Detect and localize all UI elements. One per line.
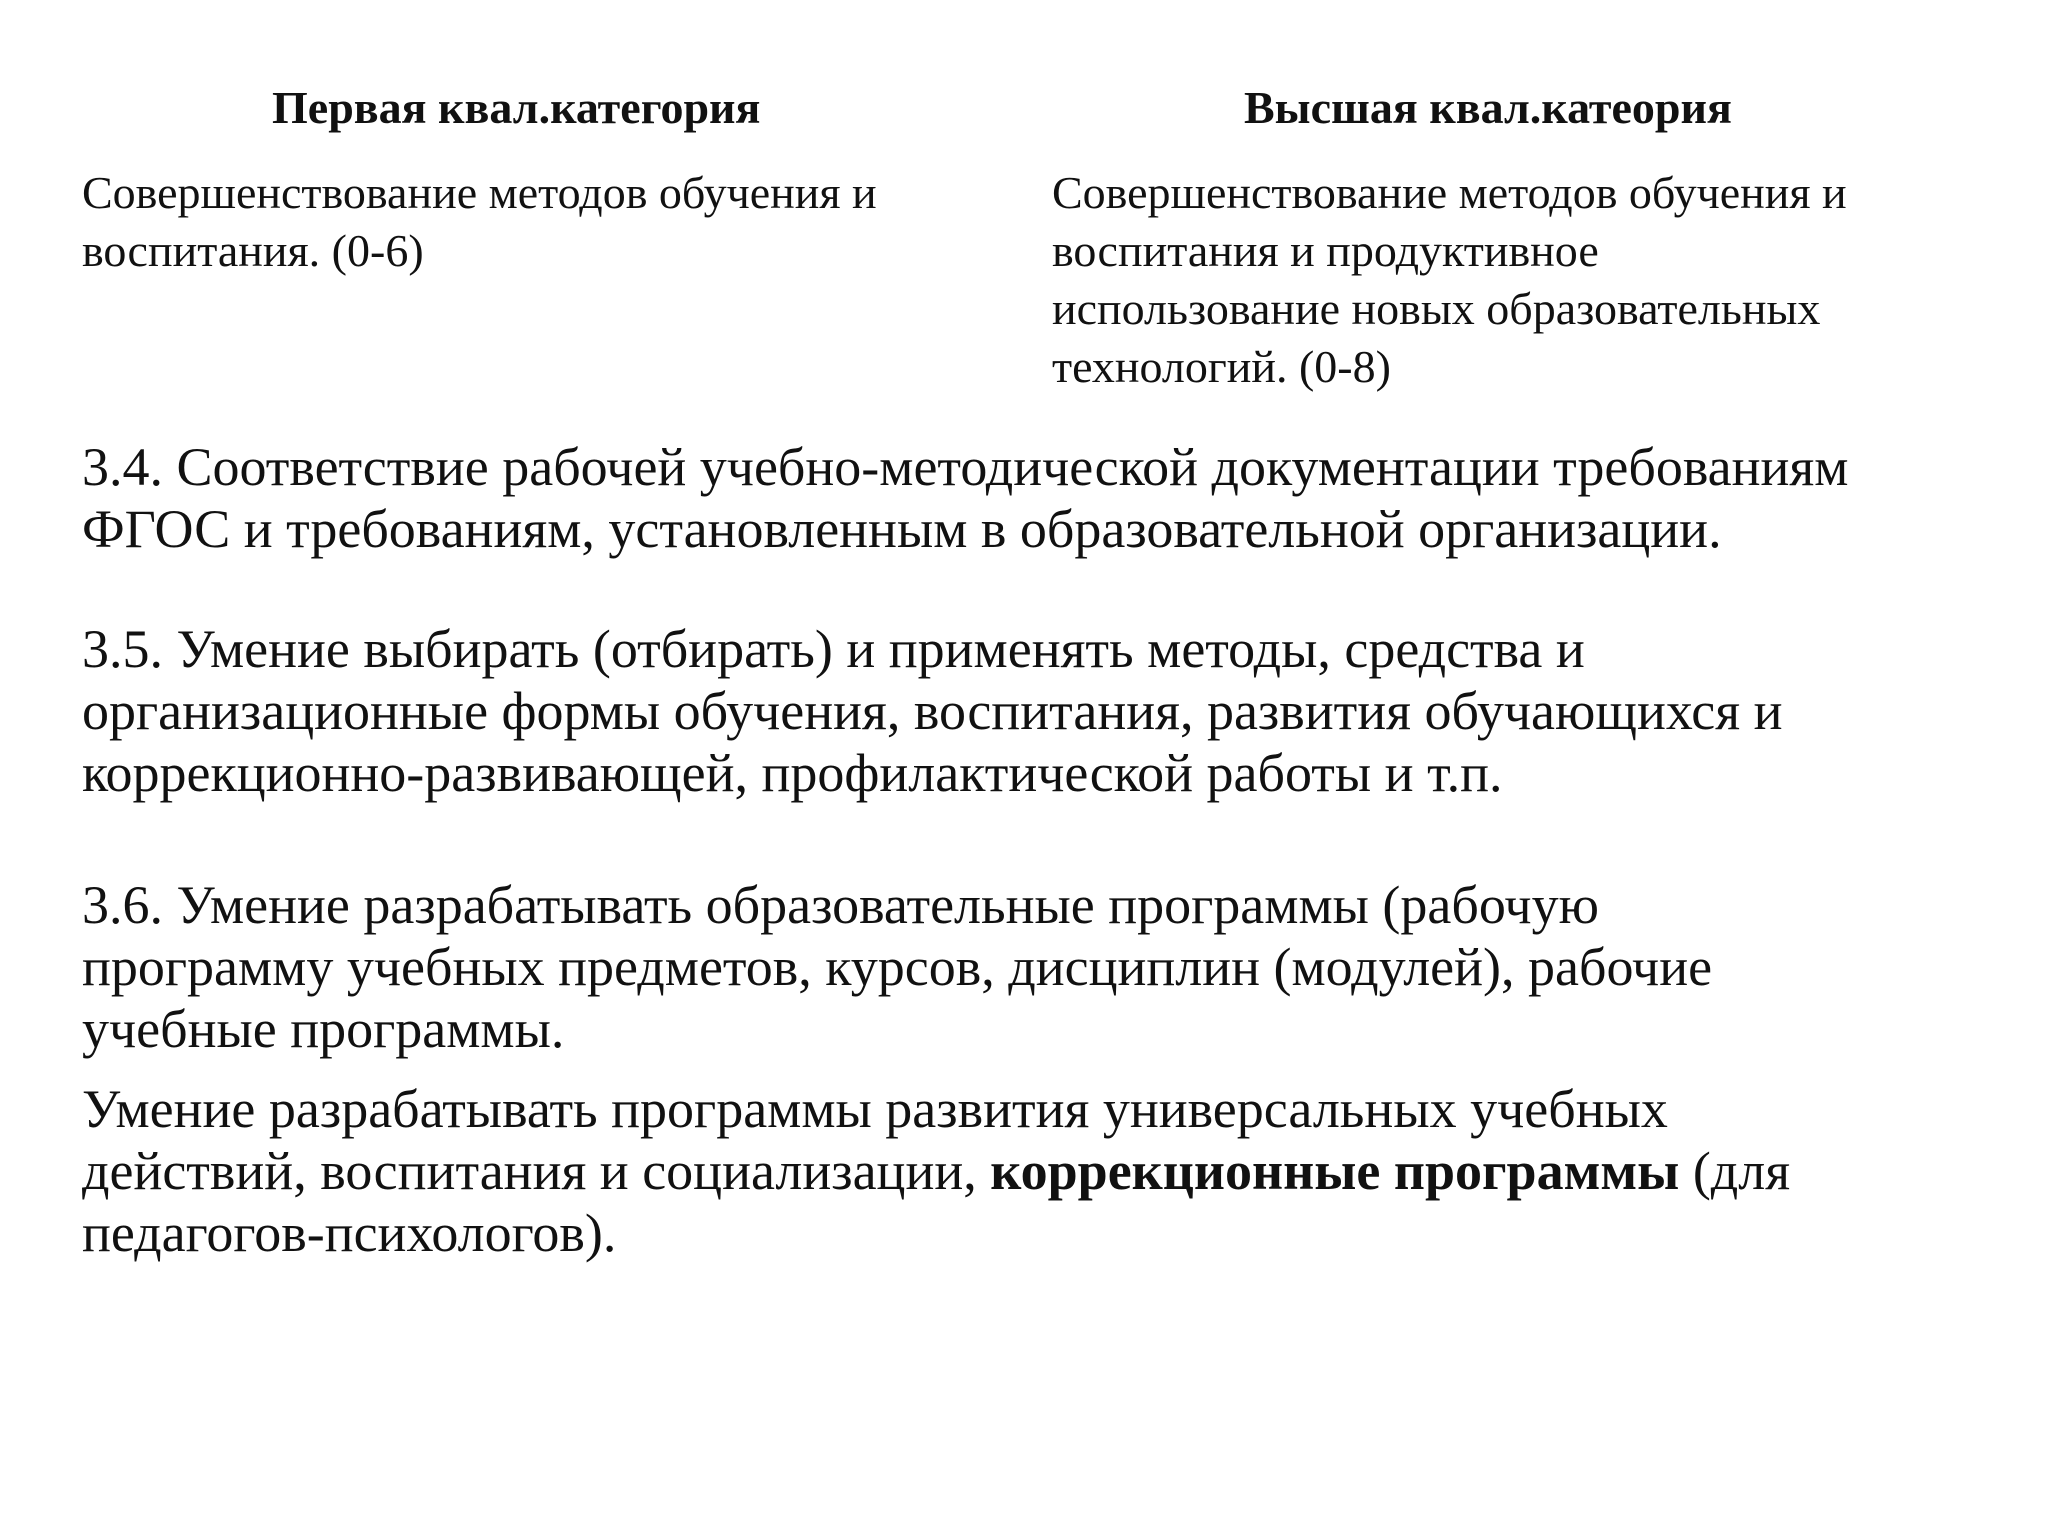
text-line: 3.6. Умение разрабатывать образовательные программы (рабочую <box>82 875 1599 935</box>
text-segment: действий, воспитания и социализации, <box>82 1141 991 1201</box>
text-line: учебные программы. <box>82 999 565 1059</box>
text-line: Умение разрабатывать программы развития универсальных учебных <box>82 1079 1668 1139</box>
text-line: организационные формы обучения, воспитания, развития обучающихся и <box>82 681 1783 741</box>
text-line: Совершенствование методов обучения и <box>82 167 877 218</box>
text-line: Совершенствование методов обучения и <box>1052 167 1847 218</box>
text-line: 3.5. Умение выбирать (отбирать) и применять методы, средства и <box>82 619 1585 679</box>
text-line: технологий. (0-8) <box>1052 341 1391 392</box>
text-line: программу учебных предметов, курсов, дисциплин (модулей), рабочие <box>82 937 1713 997</box>
text-line: педагогов-психологов). <box>82 1203 617 1263</box>
text-segment: (для <box>1679 1141 1791 1201</box>
text-line <box>82 1140 1982 1202</box>
text-line: воспитания и продуктивное <box>1052 225 1599 276</box>
text-line: коррекционно-развивающей, профилактической работы и т.п. <box>82 743 1503 803</box>
text-line: 3.4. Соответствие рабочей учебно-методической документации требованиям <box>82 437 1849 497</box>
highest-category-text <box>1052 164 1972 396</box>
item-3-4 <box>82 436 1982 560</box>
item-3-5 <box>82 618 1982 804</box>
text-line: ФГОС и требованиям, установленным в образовательной организации. <box>82 499 1722 559</box>
text-line: использование новых образовательных <box>1052 283 1821 334</box>
first-category-text <box>82 164 1012 280</box>
item-programs-development <box>82 1078 1982 1264</box>
bold-correction-programs: коррекционные программы <box>990 1141 1680 1201</box>
highest-category-heading: Высшая квал.катеория <box>1244 82 1732 133</box>
first-category-heading: Первая квал.категория <box>272 82 761 133</box>
text-line: воспитания. (0-6) <box>82 225 424 276</box>
item-3-6 <box>82 874 1982 1060</box>
